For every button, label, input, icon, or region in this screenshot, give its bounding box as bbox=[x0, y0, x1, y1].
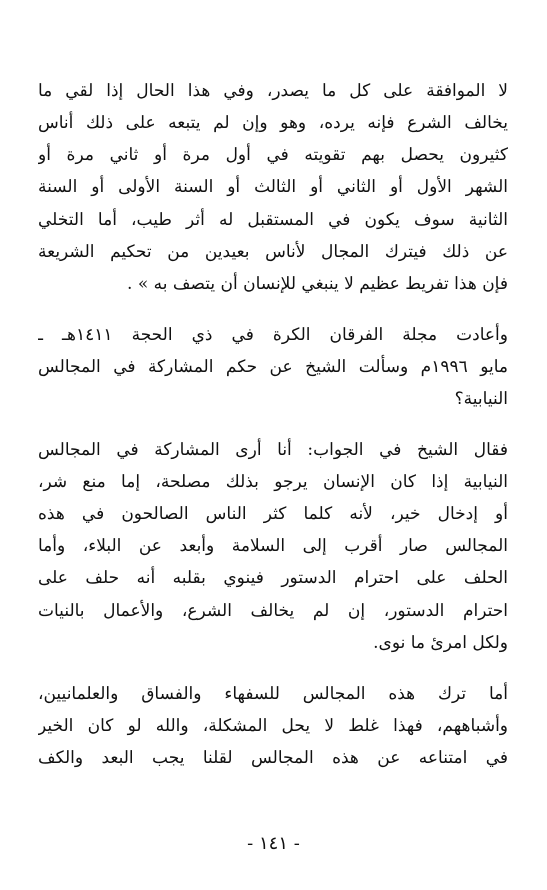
text-line: فإن هذا تفريط عظيم لا ينبغي للإنسان أن يتصف به » . bbox=[127, 274, 508, 294]
text-line: أو إدخال خير، لأنه كلما كثر الناس الصالحون في هذه bbox=[38, 504, 508, 524]
text-line: الثانية سوف يكون في المستقبل له أثر طيب، أما التخلي bbox=[38, 210, 508, 230]
text-line: أما ترك هذه المجالس للسفهاء والفساق والعلمانيين، bbox=[38, 684, 508, 704]
text-line: احترام الدستور، إن لم يخالف الشرع، والأعمال بالنيات bbox=[38, 601, 508, 621]
text-line: النيابية إذا كان الإنسان يرجو بذلك مصلحة، إما منع شر، bbox=[38, 472, 508, 492]
text-line: في امتناعه عن هذه المجالس لقلنا يجب البعد والكف bbox=[38, 748, 508, 768]
text-line: النيابية؟ bbox=[454, 389, 508, 409]
text-line: يخالف الشرع فإنه يرده، وهو وإن لم يتبعه على ذلك أناس bbox=[38, 113, 508, 133]
text-line: الحلف على احترام الدستور فينوي بقلبه أنه حلف على bbox=[38, 568, 508, 588]
text-line: ولكل امرئ ما نوى. bbox=[373, 633, 508, 653]
text-line: فقال الشيخ في الجواب: أنا أرى المشاركة في المجالس bbox=[38, 440, 508, 460]
text-line: كثيرون يحصل بهم تقويته في أول مرة أو ثاني مرة أو bbox=[38, 145, 508, 165]
text-line: وأشباههم، فهذا غلط لا يحل المشكلة، والله لو كان الخير bbox=[38, 716, 508, 736]
text-line: عن ذلك فيترك المجال لأناس بعيدين من تحكيم الشريعة bbox=[38, 242, 508, 262]
page-number: - ١٤١ - bbox=[247, 833, 300, 854]
text-line: وأعادت مجلة الفرقان الكرة في ذي الحجة ١٤١١هـ ـ bbox=[38, 325, 508, 345]
text-line: مايو ١٩٩٦م وسألت الشيخ عن حكم المشاركة في المجالس bbox=[38, 357, 508, 377]
text-line: لا الموافقة على كل ما يصدر، وفي هذا الحال إذا لقي ما bbox=[38, 81, 508, 101]
text-line: المجالس صار أقرب إلى السلامة وأبعد عن البلاء، وأما bbox=[38, 536, 508, 556]
text-line: الشهر الأول أو الثاني أو الثالث أو السنة الأولى أو السنة bbox=[38, 177, 508, 197]
